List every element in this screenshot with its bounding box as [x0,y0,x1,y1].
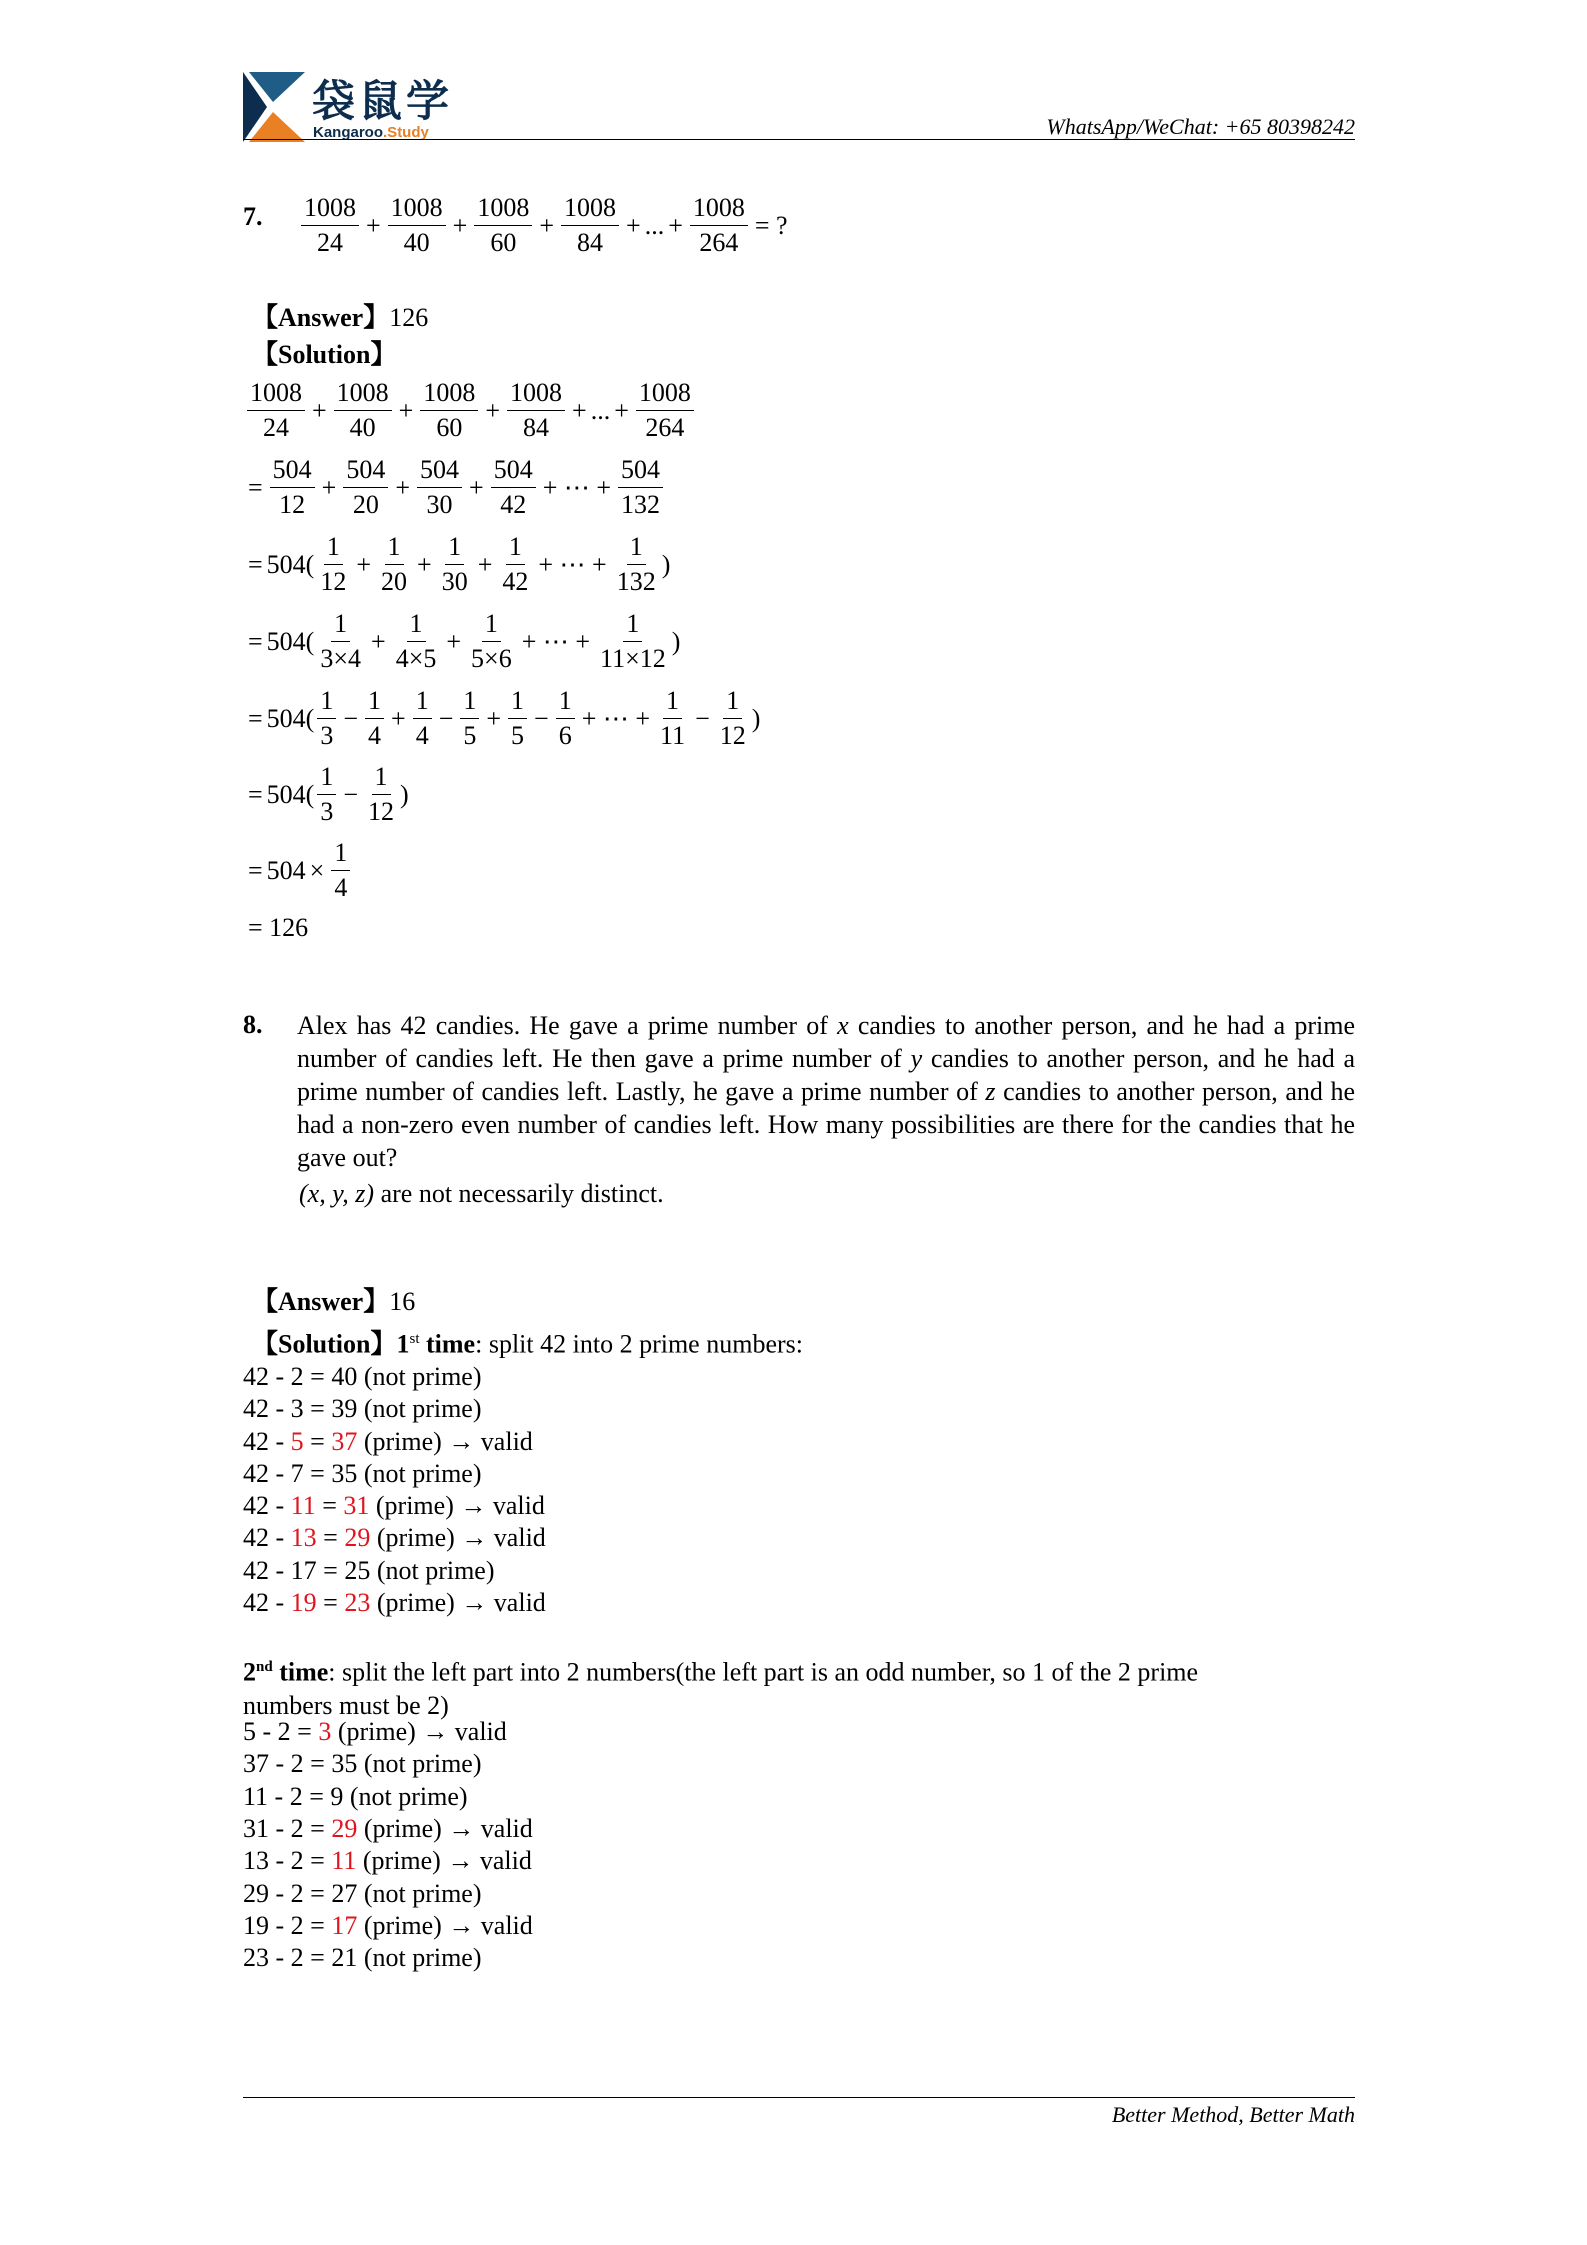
list-item: 31 - 2 = 29 (prime) → valid [243,1814,533,1843]
list-item: 23 - 2 = 21 (not prime) [243,1943,482,1972]
q7-step-4: = 504 ( $\frac{1}{3\times 4}$ + $\frac{1}{4\times 5}$ + $\frac{1}{5\times 6}$ + ⋯ + $\frac{1}{11\times 12}$ ) [248,609,681,673]
list-item: 42 - 5 = 37 (prime) → valid [243,1427,533,1456]
question-8-number: 8. [243,1010,263,1039]
list-item: 42 - 13 = 29 (prime) → valid [243,1523,546,1552]
question-8-text: Alex has 42 candies. He gave a prime number of x candies to another person, and he had a prime number of candies left. He then gave a prime number of y candies to another person, and he had a prime number of candies left. Lastly, he gave a prime number of z candies to another person, and he had a non-zero even number of candies left. How many possibilities are there for the candies that he gave out? [297,1011,1356,1172]
list-item: 19 - 2 = 17 (prime) → valid [243,1911,533,1940]
list-item: 29 - 2 = 27 (not prime) [243,1879,482,1908]
header-divider [243,139,1355,140]
footer-tagline: Better Method, Better Math [1111,2102,1355,2127]
q7-step-6: = 504 ( $\frac{1}{3}$ − $\frac{1}{12}$ ) [248,762,409,826]
q8-answer: 【Answer】16 [252,1287,416,1316]
q7-answer: 【Answer】126 [252,303,429,332]
brand-english-name: Kangaroo.Study [313,124,429,141]
question-7-number: 7. [243,202,263,231]
q7-step-5: = 504 ( $\frac{1}{3}$ − $\frac{1}{4}$ + $\frac{1}{4}$ − $\frac{1}{5}$ + $\frac{1}{5}$ − $\frac{1}{6}$ + ⋯ + $\frac{1}{11}$ − $\frac{1}{12}$ ) [248,686,761,750]
list-item: 42 - 11 = 31 (prime) → valid [243,1491,545,1520]
list-item: 42 - 7 = 35 (not prime) [243,1459,482,1488]
contact-info: WhatsApp/WeChat: +65 80398242 [1046,114,1355,139]
list-item: 42 - 17 = 25 (not prime) [243,1556,495,1585]
q8-second-time-heading: 2nd time: split the left part into 2 numbers(the left part is an odd number, so 1 of the 2 prime numbers must be 2) [243,1657,1199,1720]
footer-divider [243,2097,1355,2098]
q7-step-7: = 504 × $\frac{1}{4}$ [244,838,353,903]
list-item: 42 - 3 = 39 (not prime) [243,1394,482,1423]
question-7-expression: $\frac{1008}{24}$ + $\frac{1008}{40}$ + $\frac{1008}{60}$ + $\frac{1008}{84}$ + ... + $\frac{1008}{264}$ = ? [298,193,792,258]
list-item: 13 - 2 = 11 (prime) → valid [243,1846,532,1875]
list-item: 37 - 2 = 35 (not prime) [243,1749,482,1778]
kangaroo-study-logo-icon [243,72,305,142]
q7-final: = 126 [248,913,309,942]
question-8-note: (x, y, z) are not necessarily distinct. [299,1179,664,1208]
brand-chinese-name: 袋鼠学 [312,77,453,127]
q7-step-2: = $\frac{504}{12}$ + $\frac{504}{20}$ + $\frac{504}{30}$ + $\frac{504}{42}$ + ⋯ + $\frac{504}{132}$ [244,455,666,520]
list-item: 42 - 19 = 23 (prime) → valid [243,1588,546,1617]
q7-step-3: = 504 ( $\frac{1}{12}$ + $\frac{1}{20}$ + $\frac{1}{30}$ + $\frac{1}{42}$ + ⋯ + $\frac{1}{132}$ ) [248,532,671,596]
list-item: 5 - 2 = 3 (prime) → valid [243,1717,507,1746]
list-item: 42 - 2 = 40 (not prime) [243,1362,482,1391]
list-item: 11 - 2 = 9 (not prime) [243,1782,468,1811]
q7-step-1: $\frac{1008}{24}$ + $\frac{1008}{40}$ + $\frac{1008}{60}$ + $\frac{1008}{84}$ + ... + $\frac{1008}{264}$ [244,378,697,443]
q8-first-time-heading: 【Solution】1st time: split 42 into 2 prime numbers: [252,1329,803,1359]
q7-solution-label: 【Solution】 [252,340,397,369]
